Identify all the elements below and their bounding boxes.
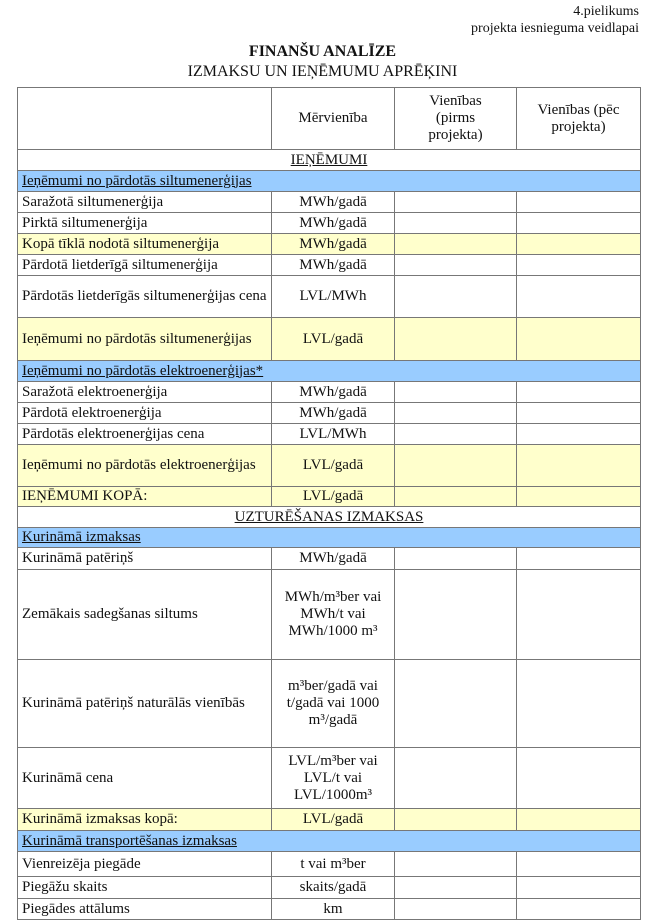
row-unit: LVL/gadā (272, 445, 395, 487)
table-row (18, 748, 641, 809)
annex-number: 4.pielikums (573, 4, 639, 19)
row-unit: LVL/gadā (272, 318, 395, 361)
value-after-input[interactable] (517, 445, 641, 487)
row-label: Pārdotās lietderīgās siltumenerģijas cena (18, 276, 272, 318)
subsection-row (18, 831, 641, 852)
value-before-input[interactable] (395, 570, 517, 660)
row-label: Pirktā siltumenerģija (18, 213, 272, 234)
row-unit: LVL/gadā (272, 809, 395, 831)
value-after-input[interactable] (517, 852, 641, 877)
section-heading-row (18, 150, 641, 171)
row-label: Saražotā siltumenerģija (18, 192, 272, 213)
value-after-input[interactable] (517, 255, 641, 276)
row-label: IEŅĒMUMI KOPĀ: (18, 487, 272, 507)
subsection-title: Kurināmā izmaksas (22, 529, 141, 545)
row-unit: MWh/gadā (272, 192, 395, 213)
table-row (18, 276, 641, 318)
table-row (18, 382, 641, 403)
table-row (18, 570, 641, 660)
row-unit: MWh/gadā (272, 255, 395, 276)
value-before-input[interactable] (395, 748, 517, 809)
row-label: Ieņēmumi no pārdotās siltumenerģijas (18, 318, 272, 361)
table-row (18, 548, 641, 570)
row-label: Pārdotā lietderīgā siltumenerģija (18, 255, 272, 276)
value-before-input[interactable] (395, 899, 517, 920)
value-after-input[interactable] (517, 403, 641, 424)
total-row (18, 234, 641, 255)
value-after-input[interactable] (517, 877, 641, 899)
row-label: Vienreizēja piegāde (18, 852, 272, 877)
annex-description: projekta iesnieguma veidlapai (471, 21, 639, 36)
row-unit: m³ber/gadā vai t/gadā vai 1000 m³/gadā (272, 660, 395, 748)
section-heading: UZTURĒŠANAS IZMAKSAS (234, 508, 424, 525)
value-after-input[interactable] (517, 548, 641, 570)
row-label: Pārdotās elektroenerģijas cena (18, 424, 272, 445)
finance-table (17, 87, 641, 920)
row-unit: MWh/gadā (272, 382, 395, 403)
total-row (18, 487, 641, 507)
value-before-input[interactable] (395, 213, 517, 234)
subsection-title: Kurināmā transportēšanas izmaksas (22, 832, 237, 849)
row-unit: LVL/m³ber vai LVL/t vai LVL/1000m³ (272, 748, 395, 809)
value-after-input[interactable] (517, 382, 641, 403)
header-before: Vienības (pirms projekta) (395, 88, 517, 150)
row-label: Zemākais sadegšanas siltums (18, 570, 272, 660)
row-unit: skaits/gadā (272, 877, 395, 899)
table-row (18, 213, 641, 234)
value-before-input[interactable] (395, 403, 517, 424)
value-after-input[interactable] (517, 276, 641, 318)
value-before-input[interactable] (395, 548, 517, 570)
value-after-input[interactable] (517, 424, 641, 445)
row-label: Saražotā elektroenerģija (18, 382, 272, 403)
row-unit: LVL/MWh (272, 424, 395, 445)
value-after-input[interactable] (517, 487, 641, 507)
table-row (18, 192, 641, 213)
row-label: Kurināmā patēriņš naturālās vienībās (18, 660, 272, 748)
subsection-row (18, 171, 641, 192)
value-after-input[interactable] (517, 318, 641, 361)
row-unit: km (272, 899, 395, 920)
value-before-input[interactable] (395, 852, 517, 877)
header-unit: Mērvienība (272, 88, 395, 150)
value-before-input[interactable] (395, 487, 517, 507)
row-label: Kurināmā izmaksas kopā: (18, 809, 272, 831)
value-before-input[interactable] (395, 877, 517, 899)
row-unit: MWh/gadā (272, 548, 395, 570)
value-after-input[interactable] (517, 570, 641, 660)
table-row (18, 877, 641, 899)
subsection-title: Ieņēmumi no pārdotās siltumenerģijas (22, 172, 252, 189)
row-unit: MWh/gadā (272, 234, 395, 255)
value-before-input[interactable] (395, 234, 517, 255)
value-after-input[interactable] (517, 660, 641, 748)
row-label: Ieņēmumi no pārdotās elektroenerģijas (18, 445, 272, 487)
value-before-input[interactable] (395, 382, 517, 403)
row-unit: t vai m³ber (272, 852, 395, 877)
header-after: Vienības (pēc projekta) (517, 88, 641, 150)
row-unit: MWh/gadā (272, 213, 395, 234)
value-before-input[interactable] (395, 809, 517, 831)
table-row (18, 852, 641, 877)
table-row (18, 424, 641, 445)
table-row (18, 255, 641, 276)
value-after-input[interactable] (517, 192, 641, 213)
total-row (18, 809, 641, 831)
table-row (18, 403, 641, 424)
value-before-input[interactable] (395, 318, 517, 361)
value-before-input[interactable] (395, 276, 517, 318)
row-label: Piegādes attālums (18, 899, 272, 920)
value-after-input[interactable] (517, 809, 641, 831)
row-unit: MWh/m³ber vai MWh/t vai MWh/1000 m³ (272, 570, 395, 660)
document-subtitle: IZMAKSU UN IEŅĒMUMU APRĒĶINI (187, 63, 458, 80)
row-unit: LVL/MWh (272, 276, 395, 318)
header-empty (18, 88, 272, 150)
row-label: Pārdotā elektroenerģija (18, 403, 272, 424)
value-before-input[interactable] (395, 424, 517, 445)
section-heading: IEŅĒMUMI (290, 151, 368, 168)
row-unit: LVL/gadā (272, 487, 395, 507)
total-row (18, 318, 641, 361)
value-before-input[interactable] (395, 660, 517, 748)
value-before-input[interactable] (395, 255, 517, 276)
document-title: FINANŠU ANALĪZE (248, 43, 397, 60)
value-after-input[interactable] (517, 234, 641, 255)
row-label: Kurināmā cena (18, 748, 272, 809)
value-after-input[interactable] (517, 213, 641, 234)
value-after-input[interactable] (517, 899, 641, 920)
value-after-input[interactable] (517, 748, 641, 809)
table-header-row (18, 88, 641, 150)
subsection-title: Ieņēmumi no pārdotās elektroenerģijas* (22, 362, 264, 379)
table-row (18, 660, 641, 748)
subsection-row (18, 361, 641, 382)
row-label: Piegāžu skaits (18, 877, 272, 899)
value-before-input[interactable] (395, 445, 517, 487)
table-row (18, 899, 641, 920)
section-heading-row (18, 507, 641, 528)
subsection-row (18, 528, 641, 548)
row-label: Kopā tīklā nodotā siltumenerģija (18, 234, 272, 255)
total-row (18, 445, 641, 487)
row-unit: MWh/gadā (272, 403, 395, 424)
row-label: Kurināmā patēriņš (18, 548, 272, 570)
value-before-input[interactable] (395, 192, 517, 213)
